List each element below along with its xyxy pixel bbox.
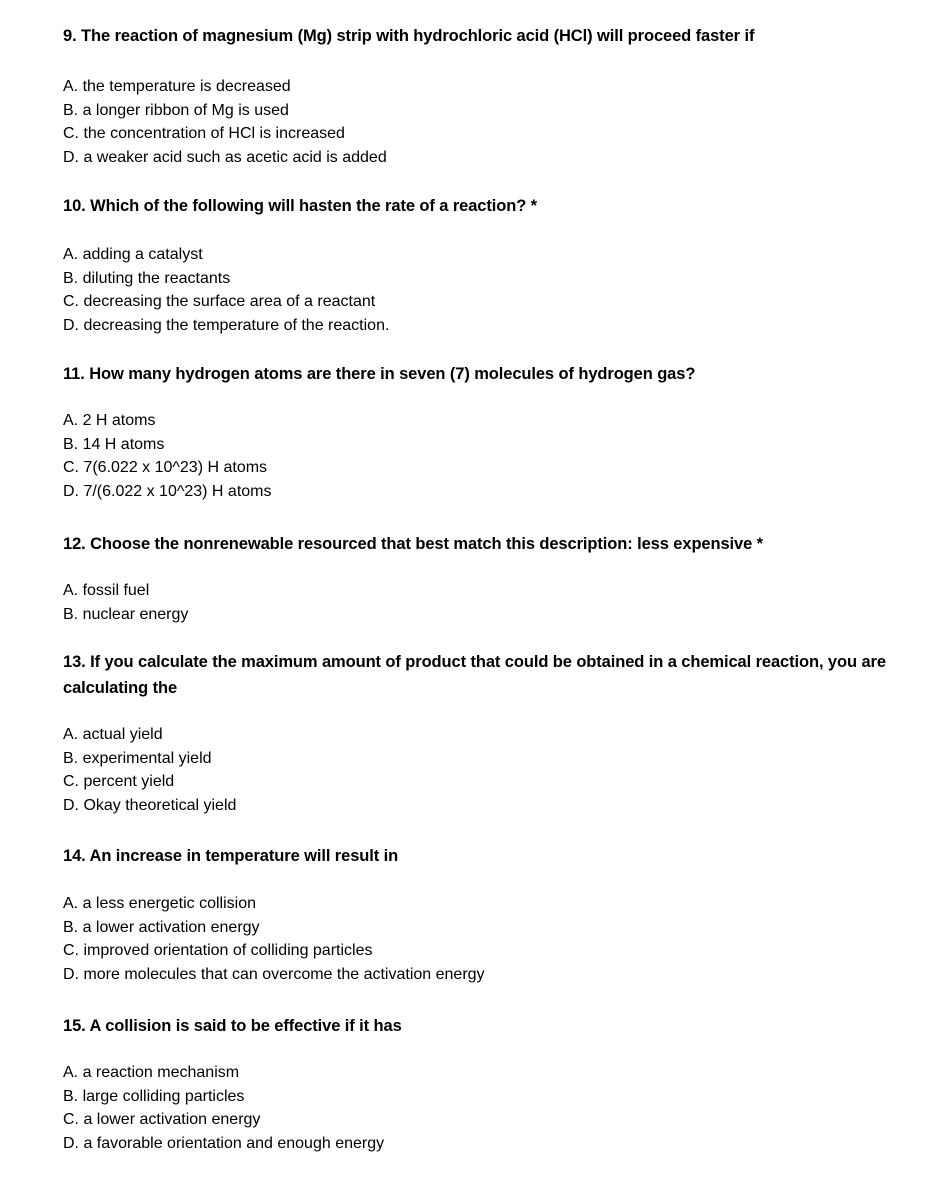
question-title: 14. An increase in temperature will result in bbox=[63, 847, 399, 865]
option-d: D. a weaker acid such as acetic acid is added bbox=[63, 148, 387, 166]
question-12 bbox=[63, 531, 913, 626]
option-list bbox=[63, 892, 913, 986]
option-d: D. decreasing the temperature of the reaction. bbox=[63, 316, 390, 334]
option-d: D. more molecules that can overcome the activation energy bbox=[63, 965, 485, 983]
question-title: 12. Choose the nonrenewable resourced that best match this description: less expensive * bbox=[63, 535, 763, 553]
option-list bbox=[63, 579, 913, 626]
option-a: A. the temperature is decreased bbox=[63, 78, 291, 95]
question-14 bbox=[63, 843, 913, 986]
option-c: C. percent yield bbox=[63, 773, 175, 790]
question-11 bbox=[63, 361, 913, 503]
question-15 bbox=[63, 1013, 913, 1155]
option-d: D. a favorable orientation and enough energy bbox=[63, 1134, 385, 1152]
option-a: A. adding a catalyst bbox=[63, 246, 203, 263]
option-b: B. large colliding particles bbox=[63, 1087, 245, 1105]
option-list bbox=[63, 1061, 913, 1155]
option-a: A. a reaction mechanism bbox=[63, 1064, 240, 1081]
option-b: B. 14 H atoms bbox=[63, 435, 165, 453]
option-list bbox=[63, 409, 913, 503]
question-9 bbox=[63, 23, 913, 169]
option-c: C. a lower activation energy bbox=[63, 1111, 261, 1128]
question-title: 15. A collision is said to be effective if it has bbox=[63, 1017, 402, 1035]
question-title: 10. Which of the following will hasten the rate of a reaction? * bbox=[63, 197, 537, 215]
question-title: 9. The reaction of magnesium (Mg) strip with hydrochloric acid (HCl) will proceed faster if bbox=[63, 27, 755, 45]
option-c: C. 7(6.022 x 10^23) H atoms bbox=[63, 459, 268, 476]
option-a: A. a less energetic collision bbox=[63, 895, 256, 912]
question-title: 13. If you calculate the maximum amount of product that could be obtained in a chemical reaction, you are calculating the bbox=[63, 653, 886, 697]
option-c: C. the concentration of HCl is increased bbox=[63, 125, 345, 142]
option-list bbox=[63, 75, 913, 169]
option-d: D. 7/(6.022 x 10^23) H atoms bbox=[63, 482, 272, 500]
question-13 bbox=[63, 649, 913, 817]
option-d: D. Okay theoretical yield bbox=[63, 796, 237, 814]
option-b: B. a lower activation energy bbox=[63, 918, 260, 936]
option-list bbox=[63, 723, 913, 817]
option-a: A. 2 H atoms bbox=[63, 412, 156, 429]
option-a: A. fossil fuel bbox=[63, 582, 150, 599]
option-b: B. diluting the reactants bbox=[63, 269, 231, 287]
option-c: C. improved orientation of colliding particles bbox=[63, 942, 373, 959]
option-b: B. a longer ribbon of Mg is used bbox=[63, 101, 289, 119]
option-c: C. decreasing the surface area of a reactant bbox=[63, 293, 376, 310]
option-list bbox=[63, 243, 913, 337]
option-a: A. actual yield bbox=[63, 726, 163, 743]
question-title: 11. How many hydrogen atoms are there in seven (7) molecules of hydrogen gas? bbox=[63, 365, 696, 383]
question-10 bbox=[63, 193, 913, 337]
option-b: B. nuclear energy bbox=[63, 605, 189, 623]
option-b: B. experimental yield bbox=[63, 749, 212, 767]
